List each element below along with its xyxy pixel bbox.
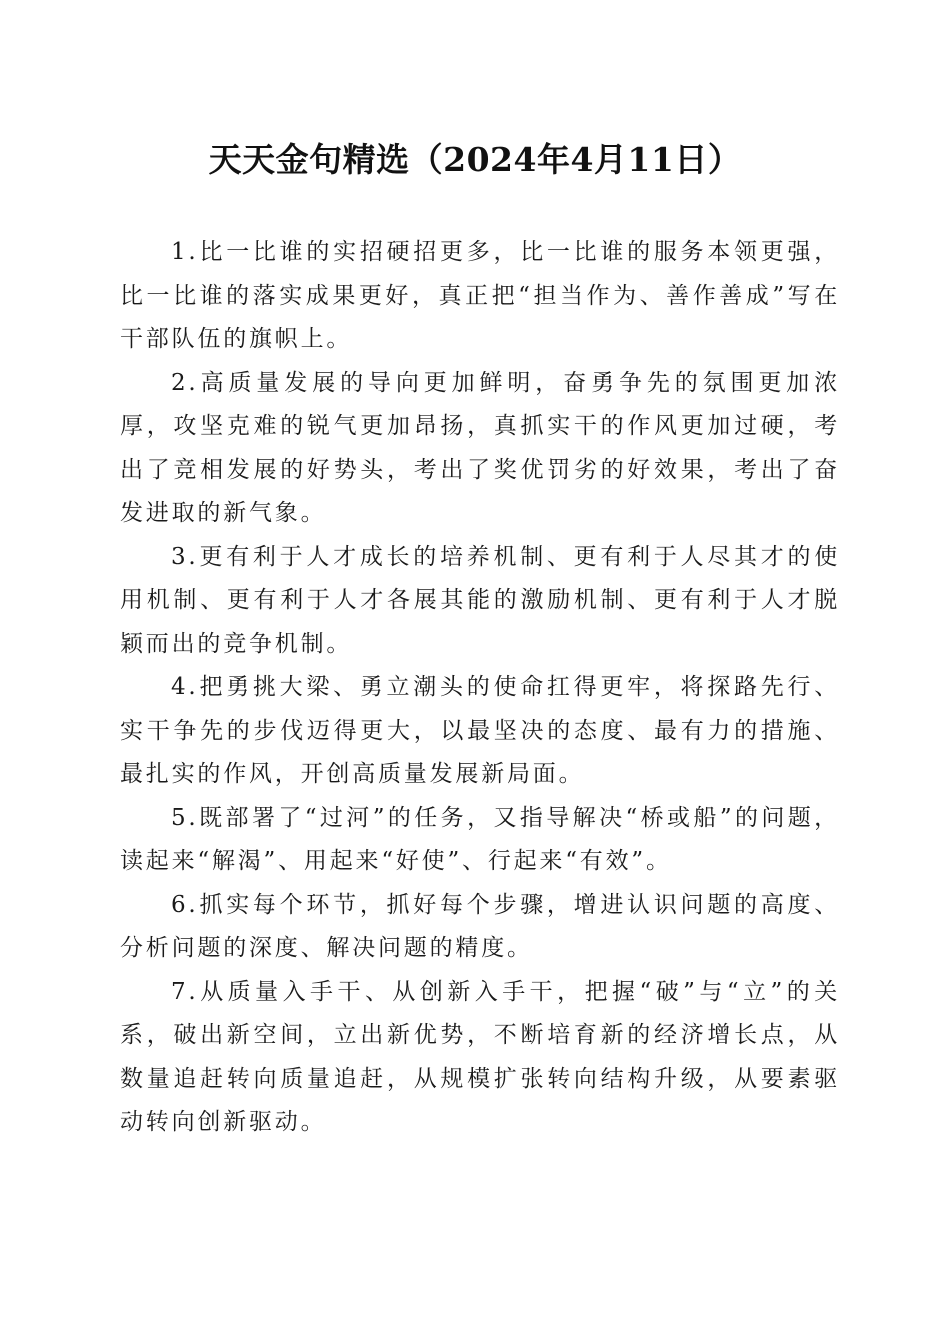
paragraph-1: 1.比一比谁的实招硬招更多，比一比谁的服务本领更强，比一比谁的落实成果更好，真正把“担当作为、善作善成”写在干部队伍的旗帜上。 <box>120 239 840 352</box>
paragraph-7: 7.从质量入手干、从创新入手干，把握“破”与“立”的关系，破出新空间，立出新优势，不断培育新的经济增长点，从数量追赶转向质量追赶，从规模扩张转向结构升级，从要素驱动转向创新驱动。 <box>120 978 840 1135</box>
document-title: 天天金句精选（2024年4月11日） <box>208 140 742 179</box>
paragraph-2: 2.高质量发展的导向更加鲜明，奋勇争先的氛围更加浓厚，攻坚克难的锐气更加昂扬，真抓实干的作风更加过硬，考出了竞相发展的好势头，考出了奖优罚劣的好效果，考出了奋发进取的新气象。 <box>120 369 840 526</box>
document-body <box>120 231 840 1145</box>
paragraph-4: 4.把勇挑大梁、勇立潮头的使命扛得更牢，将探路先行、实干争先的步伐迈得更大，以最坚决的态度、最有力的措施、最扎实的作风，开创高质量发展新局面。 <box>120 674 840 787</box>
paragraph-3: 3.更有利于人才成长的培养机制、更有利于人尽其才的使用机制、更有利于人才各展其能的激励机制、更有利于人才脱颖而出的竞争机制。 <box>120 543 840 657</box>
paragraph-6: 6.抓实每个环节，抓好每个步骤，增进认识问题的高度、分析问题的深度、解决问题的精度。 <box>120 891 840 961</box>
paragraph-5: 5.既部署了“过河”的任务，又指导解决“桥或船”的问题，读起来“解渴”、用起来“好使”、行起来“有效”。 <box>120 804 840 874</box>
